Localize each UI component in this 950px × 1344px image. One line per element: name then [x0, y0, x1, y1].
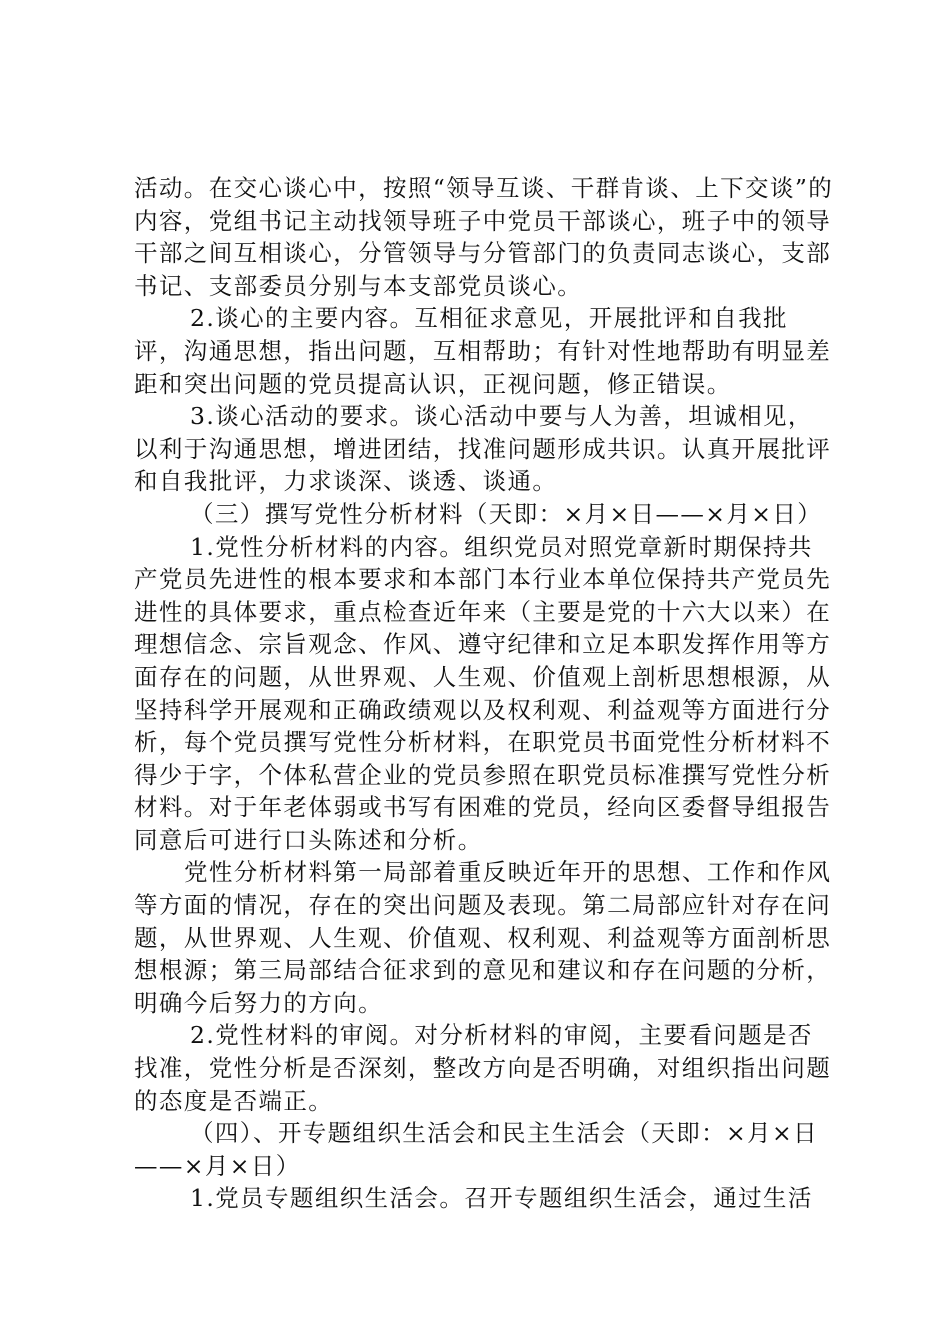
- paragraph-analysis-content: 1.党性分析材料的内容。组织党员对照党章新时期保持共产党员先进性的根本要求和本部门本行业本单位保持共产党员先进性的具体要求，重点检查近年来（主要是党的十六大以来）在理想信念、宗旨观念、作风、遵守纪律和立足本职发挥作用等方面存在的问题，从世界观、人生观、价值观上剖析思想根源，从坚持科学开展观和正确政绩观以及权利观、利益观等方面进行分析，每个党员撰写党性分析材料，在职党员书面党性分析材料不得少于字，个体私营企业的党员参照在职党员标准撰写党性分析材料。对于年老体弱或书写有困难的党员，经向区委督导组报告同意后可进行口头陈述和分析。: [134, 532, 832, 854]
- section-heading-3: （三）撰写党性分析材料（天即：×月×日——×月×日）: [190, 499, 823, 528]
- paragraph-analysis-review: 2.党性材料的审阅。对分析材料的审阅，主要看问题是否找准，党性分析是否深刻，整改方向是否明确，对组织指出问题的态度是否端正。: [134, 1021, 832, 1115]
- section-heading-4: （四）、开专题组织生活会和民主生活会（天即：×月×日——×月×日）: [134, 1119, 819, 1180]
- document-body: [134, 172, 834, 1215]
- paragraph-analysis-structure: 党性分析材料第一局部着重反映近年开的思想、工作和作风等方面的情况，存在的突出问题及表现。第二局部应针对存在问题，从世界观、人生观、价值观、权利观、利益观等方面剖析思想根源；第三局部结合征求到的意见和建议和存在问题的分析，明确今后努力的方向。: [134, 858, 832, 1017]
- paragraph-talk-activity: 活动。在交心谈心中，按照“领导互谈、干群肯谈、上下交谈”的内容，党组书记主动找领导班子中党员干部谈心，班子中的领导干部之间互相谈心，分管领导与分管部门的负责同志谈心，支部书记、支部委员分别与本支部党员谈心。: [134, 174, 834, 300]
- paragraph-talk-requirements: 3.谈心活动的要求。谈心活动中要与人为善，坦诚相见，以利于沟通思想，增进团结，找准问题形成共识。认真开展批评和自我批评，力求谈深、谈透、谈通。: [134, 402, 832, 496]
- paragraph-org-life-meeting: 1.党员专题组织生活会。召开专题组织生活会，通过生活: [190, 1184, 813, 1213]
- paragraph-talk-content: 2.谈心的主要内容。互相征求意见，开展批评和自我批评，沟通思想，指出问题，互相帮助；有针对性地帮助有明显差距和突出问题的党员提高认识，正视问题，修正错误。: [134, 304, 832, 398]
